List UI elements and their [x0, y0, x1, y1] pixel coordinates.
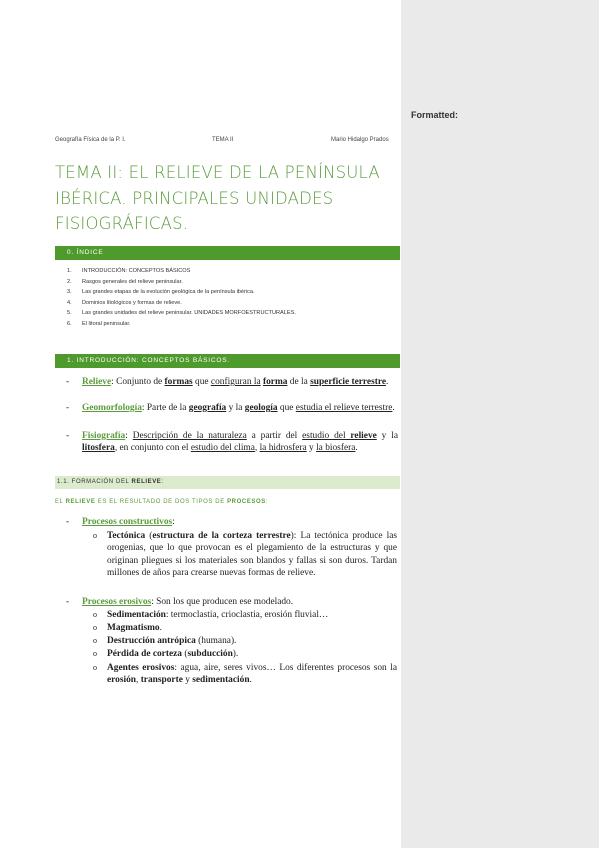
- header-topic: TEMA II: [212, 137, 234, 143]
- document-title: TEMA II: EL RELIEVE DE LA PENÍNSULA IBÉRICA. PRINCIPALES UNIDADES FISIOGRÁFICAS.: [55, 163, 380, 233]
- comment-sidebar: [401, 0, 599, 848]
- section-heading-introduccion: 1. INTRODUCCIÓN: CONCEPTOS BÁSICOS.: [55, 354, 400, 368]
- header-course: Geografía Física de la P. I.: [55, 137, 126, 143]
- formatted-comment-label[interactable]: Formatted:: [411, 110, 458, 120]
- table-of-contents: [55, 266, 395, 329]
- subsection-heading-formacion: 1.1. FORMACIÓN DEL RELIEVE:: [55, 476, 400, 489]
- toc-item[interactable]: 2. Rasgos generales del relieve peninsular.: [67, 278, 183, 285]
- subheading-procesos: EL RELIEVE ES EL RESULTADO DE DOS TIPOS DE PROCESOS:: [55, 499, 269, 505]
- section-heading-indice: 0. ÍNDICE: [55, 246, 400, 260]
- toc-item[interactable]: 3. Las grandes etapas de la evolución geológica de la península ibérica.: [67, 289, 255, 295]
- toc-item[interactable]: 5. Las grandes unidades del relieve peninsular. UNIDADES MORFOESTRUCTURALES.: [67, 310, 296, 316]
- toc-item[interactable]: 6. El litoral peninsular.: [67, 320, 131, 327]
- header-author: Mario Hidalgo Prados: [331, 137, 389, 143]
- toc-item[interactable]: 4. Dominios litológicos y formas de relieve.: [67, 299, 182, 306]
- document-page: Geografía Física de la P. I. TEMA II Mario Hidalgo Prados TEMA II: EL RELIEVE DE LA PENÍNSULA IBÉRICA. PRINCIPALES UNIDADES FISIOGRÁFICAS. 0. ÍNDICE 1. INTRODUCCIÓN: CONCEPTOS BÁSICOS 2. Rasgos generales del relieve peninsular. 3. Las grandes etapas de la evolución geológica de la península ibérica. 4. Dominios litológicos y formas de relieve. 5. Las grandes unidades del relieve peninsular. UNIDADES MORFOESTRUCTURALES. 6. El litoral peninsular. 1. INTRODUCCIÓN: CONCEPTOS BÁSICOS. - Relieve: Conjunto de formas que configuran la forma de la superficie terrestre. - Geomorfología: Parte de la geografía y la geología que estudia el relieve terrestre. - Fisiografía: Descripción de la naturaleza a partir del estudio del relieve y la litosfera, en conjunto con el estudio del clima, la hidrosfera y la biosfera. 1.1. FORMACIÓN DEL RELIEVE: EL RELIEVE ES EL RESULTADO DE DOS TIPOS DE PROCESOS: - Procesos constructivos: o Tectónica (estructura de la corteza terrestre): La tectónica produce las orogenias, que lo que provocan es el plegamiento de la estructuras y que originan pliegues si los materiales son blandos y fallas si son duros. Tardan millones de años para crearse nuevas formas de relieve. - Procesos erosivos: Son los que producen ese modelado. o Sedimentación: termoclastia, crioclastia, erosión fluvial… o Magmatismo. o Destrucción antrópica (humana). o Pérdida de corteza (subducción). o Agentes erosivos: agua, aire, seres vivos… Los diferentes procesos son la erosión, transporte y sedimentación.: [0, 0, 401, 848]
- toc-item[interactable]: 1. INTRODUCCIÓN: CONCEPTOS BÁSICOS: [67, 268, 191, 274]
